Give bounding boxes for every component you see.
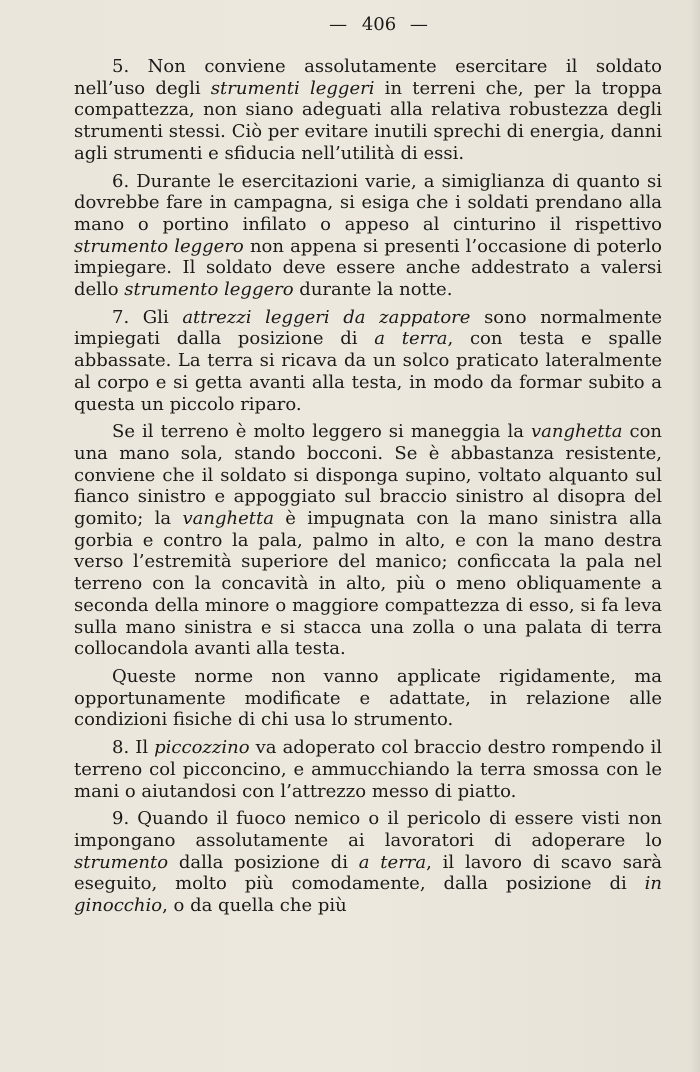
text-run: Queste norme non vanno applicate rigidamente, ma opportunamente modificate e adattate, in relazione alle condizioni fisiche di chi usa lo strumento. bbox=[74, 665, 662, 731]
text-run: in terreni che, per la troppa compattezza, non siano adeguati alla relativa robustezza degli strumenti stessi. Ciò per evitare inutili sprechi di energia, danni agli strumenti e sfiducia nell’utilità di essi. bbox=[74, 77, 662, 164]
paragraph-7 bbox=[74, 307, 662, 416]
text-run: , con testa e spalle abbassate. La terra si ricava da un solco praticato lateralmente al corpo e si getta avanti alla testa, in modo da formar subito a questa un piccolo riparo. bbox=[74, 328, 662, 415]
text-run: 5. Non conviene assolutamente esercitare il soldato nell’uso degli bbox=[74, 56, 662, 99]
text-run: è impugnata con la mano sinistra alla gorbia e contro la pala, palmo in alto, e con la mano destra verso l’estremità superiore del manico; conficcata la pala nel terreno con la concavità in alto, più o meno obliquamente a seconda della minore o maggiore compattezza di esso, si fa leva sulla mano sinistra e si stacca una zolla o una palata di terra collocandola avanti alla testa. bbox=[74, 508, 662, 660]
text-run: Se il terreno è molto leggero si maneggia la bbox=[112, 421, 531, 443]
italic-term: vanghetta bbox=[182, 508, 274, 530]
italic-term: a terra bbox=[358, 851, 427, 873]
text-run: 7. Gli bbox=[112, 306, 183, 328]
text-run: dalla posizione di bbox=[168, 851, 359, 873]
paragraph-5 bbox=[74, 56, 662, 165]
paragraph-7-vanghetta bbox=[74, 421, 662, 660]
body-text bbox=[74, 56, 662, 917]
page-number: 406 bbox=[361, 14, 397, 35]
italic-term: strumento bbox=[74, 851, 169, 873]
page-header bbox=[74, 14, 662, 36]
italic-term: strumento leggero bbox=[74, 235, 244, 257]
text-run: con una mano sola, stando bocconi. Se è abbastanza resistente, conviene che il soldato si disponga supino, voltato alquanto sul fianco sinistro e appoggiato sul braccio sinistro al disopra del gomito; la bbox=[74, 421, 662, 530]
paragraph-9 bbox=[74, 808, 662, 917]
text-run: va adoperato col braccio destro rompendo il terreno col picconcino, e ammucchiando la terra smossa con le mani o aiutandosi con l’attrezzo messo di piatto. bbox=[74, 737, 663, 802]
italic-term: vanghetta bbox=[530, 421, 623, 443]
header-dash-right: — bbox=[409, 14, 429, 35]
text-run: 9. Quando il fuoco nemico o il pericolo di essere visti non impongano assolutamente ai lavoratori di adoperare lo bbox=[74, 808, 662, 851]
paragraph-6 bbox=[74, 171, 662, 301]
paragraph-8 bbox=[74, 737, 662, 802]
paragraph-7-norme bbox=[74, 666, 662, 731]
text-run: 8. Il bbox=[112, 737, 155, 759]
italic-term: attrezzi leggeri da zappatore bbox=[182, 306, 471, 328]
text-run: sono normalmente impiegati dalla posizione di bbox=[74, 306, 662, 350]
page-edge-shadow bbox=[690, 0, 700, 1072]
italic-term: piccozzino bbox=[154, 737, 250, 759]
italic-term: strumenti leggeri bbox=[210, 77, 375, 99]
text-run: 6. Durante le esercitazioni varie, a simiglianza di quanto si dovrebbe fare in campagna, si esiga che i soldati prendano alla mano o portino infilato o appeso al cinturino il rispettivo bbox=[74, 170, 662, 235]
text-run: durante la notte. bbox=[293, 279, 453, 301]
italic-term: strumento leggero bbox=[124, 279, 294, 301]
italic-term: a terra bbox=[374, 328, 448, 350]
italic-term: in ginocchio bbox=[74, 873, 662, 917]
header-dash-left: — bbox=[329, 14, 349, 35]
text-run: , o da quella che più bbox=[162, 895, 347, 917]
text-run: non appena si presenti l’occasione di poterlo impiegare. Il soldato deve essere anche addestrato a valersi dello bbox=[74, 235, 662, 301]
text-run: , il lavoro di scavo sarà eseguito, molto più comodamente, dalla posizione di bbox=[74, 851, 663, 895]
